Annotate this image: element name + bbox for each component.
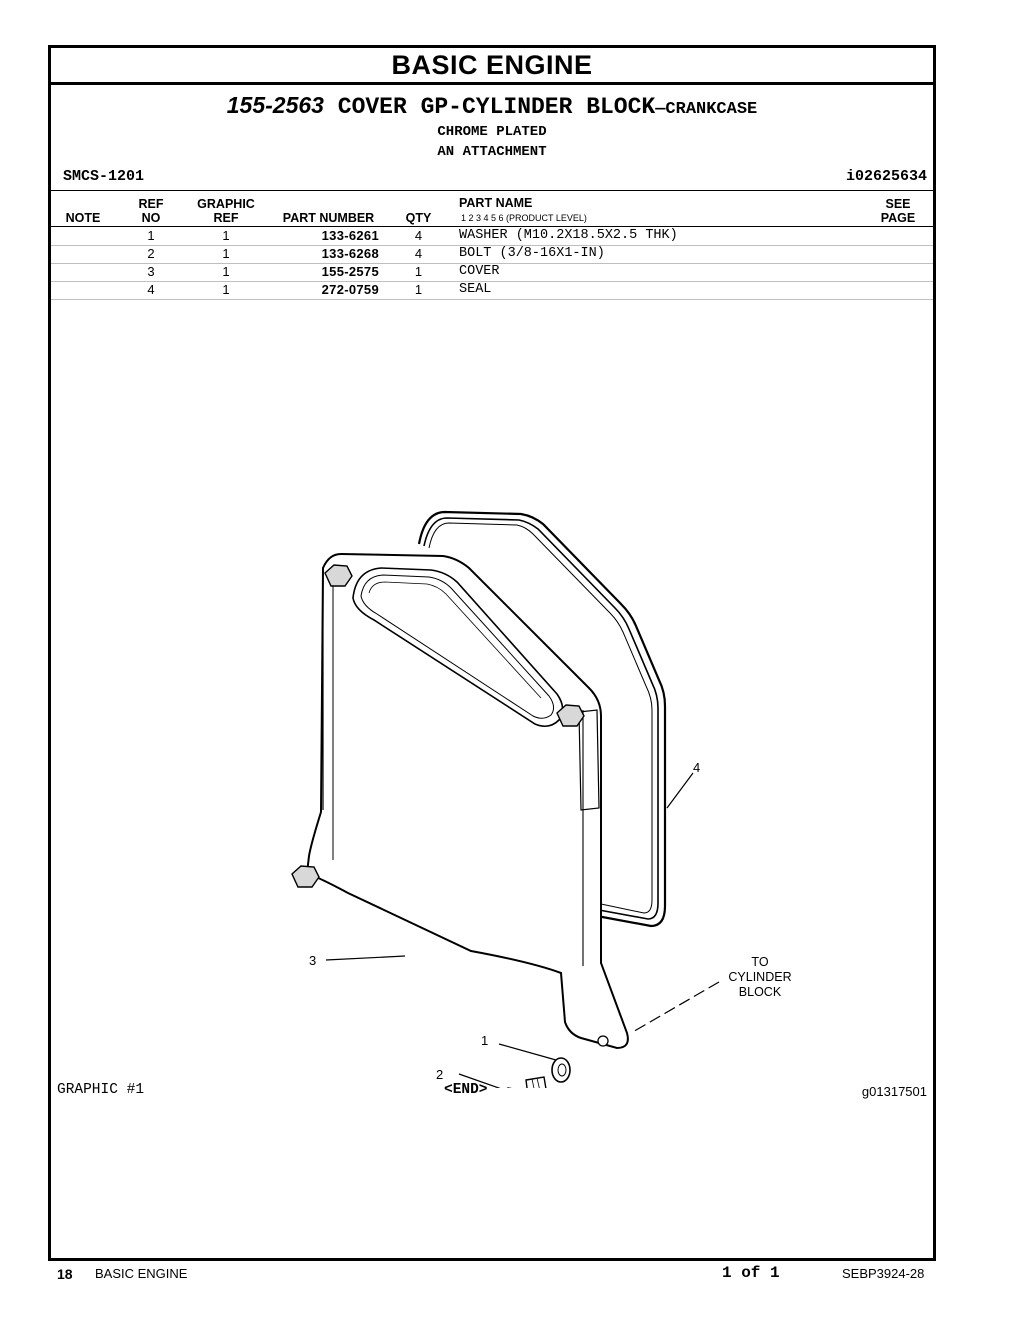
group-title	[51, 92, 933, 123]
part-name: COVER	[459, 264, 500, 279]
col-part-name: PART NAME	[459, 196, 533, 210]
part-name: BOLT (3/8-16X1-IN)	[459, 246, 605, 261]
to-label-line-3: BLOCK	[738, 985, 782, 999]
to-label-line-1: TO	[751, 955, 769, 969]
ref-no: 3	[147, 264, 155, 279]
col-graphic-bottom: REF	[213, 211, 239, 225]
qty: 4	[414, 228, 423, 243]
table-row	[51, 263, 933, 281]
col-note: NOTE	[65, 211, 101, 225]
callout-3: 3	[309, 953, 317, 968]
part-number: 155-2575	[321, 264, 379, 279]
table-row	[51, 245, 933, 263]
group-number: 155-2563	[226, 92, 324, 118]
section-banner: BASIC ENGINE	[51, 48, 933, 85]
graphic-ref: 1	[222, 228, 230, 243]
col-ref-top: REF	[138, 197, 164, 211]
part-name: WASHER (M10.2X18.5X2.5 THK)	[459, 228, 678, 243]
page-of: 1 of 1	[722, 1264, 780, 1282]
part-number: 272-0759	[321, 282, 379, 297]
to-label-line-2: CYLINDER	[728, 970, 792, 984]
ref-no: 1	[147, 228, 155, 243]
washer-part	[552, 1058, 570, 1082]
group-name: COVER GP-CYLINDER BLOCK	[337, 94, 656, 120]
document-id: SEBP3924-28	[842, 1266, 925, 1281]
header-rule-top	[51, 190, 933, 191]
qty: 4	[414, 246, 423, 261]
graphic-ref: 1	[222, 282, 230, 297]
part-number: 133-6268	[321, 246, 379, 261]
ref-no: 4	[147, 282, 155, 297]
page-frame	[48, 45, 936, 1261]
col-qty: QTY	[405, 211, 432, 225]
group-suffix: —CRANKCASE	[655, 100, 758, 119]
callout-1: 1	[481, 1033, 489, 1048]
qty: 1	[414, 264, 423, 279]
footer-section: BASIC ENGINE	[95, 1266, 188, 1281]
end-marker: <END>	[444, 1082, 488, 1098]
exploded-parts-drawing	[231, 448, 831, 1088]
graphic-label: GRAPHIC #1	[57, 1082, 145, 1098]
bolt-part	[496, 1077, 546, 1088]
col-see-top: SEE	[885, 197, 911, 211]
graphic-ref: 1	[222, 246, 230, 261]
table-row	[51, 281, 933, 299]
ref-no: 2	[147, 246, 155, 261]
product-level-scale: 1 2 3 4 5 6 (PRODUCT LEVEL)	[461, 213, 587, 223]
qty: 1	[414, 282, 423, 297]
callout-4: 4	[693, 760, 701, 775]
callout-2: 2	[436, 1067, 444, 1082]
graphic-ref: 1	[222, 264, 230, 279]
graphic-id: g01317501	[861, 1084, 927, 1099]
col-part-number: PART NUMBER	[282, 211, 375, 225]
subtitle-attachment: AN ATTACHMENT	[437, 144, 547, 160]
cover-part	[307, 554, 628, 1048]
part-number: 133-6261	[321, 228, 379, 243]
part-name: SEAL	[459, 282, 492, 297]
col-ref-bottom: NO	[141, 211, 161, 225]
smcs-code: SMCS-1201	[63, 168, 145, 185]
col-see-bottom: PAGE	[880, 211, 916, 225]
col-graphic-top: GRAPHIC	[197, 197, 255, 211]
row-divider	[51, 299, 933, 300]
subtitle-chrome: CHROME PLATED	[437, 124, 547, 140]
table-row	[51, 227, 933, 245]
document-ident: i02625634	[845, 168, 927, 185]
page-number: 18	[57, 1266, 73, 1282]
